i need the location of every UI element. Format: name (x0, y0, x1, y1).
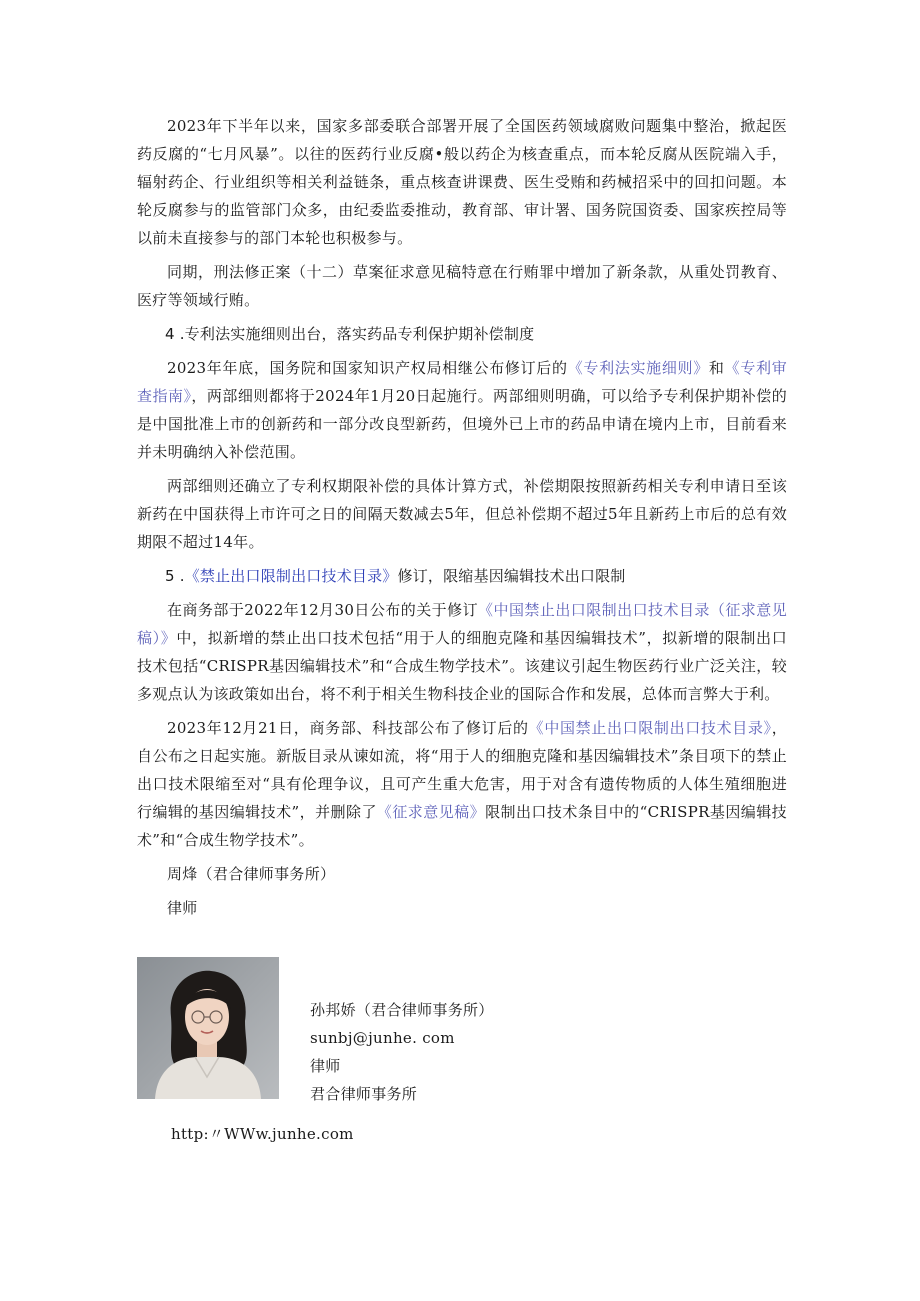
paragraph-export-draft: 在商务部于2022年12月30日公布的关于修订《中国禁止出口限制出口技术目录（征求意见稿）》中，拟新增的禁止出口技术包括“用于人的细胞克隆和基因编辑技术”，拟新增的限制出口技术包括“CRISPR基因编辑技术”和“合成生物学技术”。该建议引起生物医药行业广泛关注，较多观点认为该政策如出台，将不利于相关生物科技企业的国际合作和发展，总体而言弊大于利。 (137, 601, 787, 703)
heading-patent-law: 4 .专利法实施细则出台，落实药品专利保护期补偿制度 (165, 325, 535, 343)
author-sun-firm: 君合律师事务所 (310, 1085, 418, 1103)
author-zhou: 周烽（君合律师事务所） (167, 865, 336, 883)
footer-url[interactable]: http:〃WWw.junhe.com (171, 1125, 354, 1143)
author-zhou-title: 律师 (167, 899, 198, 917)
author-sun-title: 律师 (310, 1057, 341, 1075)
heading-export-control: 5 .《禁止出口限制出口技术目录》修订，限缩基因编辑技术出口限制 (165, 567, 626, 585)
link-patent-rules[interactable]: 《专利法实施细则》 (567, 359, 709, 377)
link-export-draft[interactable]: 《中国禁止出口限制出口技术目录（征求意见稿）》 (137, 601, 787, 647)
paragraph-patent-term: 两部细则还确立了专利权期限补偿的具体计算方式，补偿期限按照新药相关专利申请日至该新药在中国获得上市许可之日的间隔天数减去5年，但总补偿期不超过5年且新药上市后的总有效期限不超过14年。 (137, 477, 787, 551)
link-draft-opinion[interactable]: 《征求意见稿》 (376, 803, 486, 821)
author-sun-card (310, 996, 494, 1108)
link-patent-guide[interactable]: 《专利审查指南》 (137, 359, 788, 405)
article-body (137, 112, 787, 928)
portrait-image (137, 957, 279, 1099)
author-sun-name: 孙邦娇（君合律师事务所） (310, 1001, 494, 1019)
author-photo (137, 957, 279, 1099)
paragraph-patent-rules: 2023年年底，国务院和国家知识产权局相继公布修订后的《专利法实施细则》和《专利审查指南》，两部细则都将于2024年1月20日起施行。两部细则明确，可以给予专利保护期补偿的是中国批准上市的创新药和一部分改良型新药，但境外已上市的药品申请在境内上市，目前看来并未明确纳入补偿范围。 (137, 359, 788, 461)
link-export-catalog[interactable]: 《中国禁止出口限制出口技术目录》 (528, 719, 772, 737)
author-sun-email[interactable]: sunbj@junhe. com (310, 1029, 455, 1047)
link-export-catalog-heading[interactable]: 《禁止出口限制出口技术目录》 (184, 567, 398, 585)
paragraph-export-final: 2023年12月21日，商务部、科技部公布了修订后的《中国禁止出口限制出口技术目录》，自公布之日起实施。新版目录从谏如流，将“用于人的细胞克隆和基因编辑技术”条目项下的禁止出口技术限缩至对“具有伦理争议，且可产生重大危害，用于对含有遗传物质的人体生殖细胞进行编辑的基因编辑技术”，并删除了《征求意见稿》限制出口技术条目中的“CRISPR基因编辑技术”和“合成生物学技术”。 (137, 719, 787, 849)
paragraph-criminal-law: 同期，刑法修正案（十二）草案征求意见稿特意在行贿罪中增加了新条款，从重处罚教育、医疗等领域行贿。 (137, 263, 787, 309)
paragraph-anticorruption: 2023年下半年以来，国家多部委联合部署开展了全国医药领域腐败问题集中整治，掀起医药反腐的“七月风暴”。以往的医药行业反腐•般以药企为核查重点，而本轮反腐从医院端入手，辐射药企、行业组织等相关利益链条，重点核查讲课费、医生受贿和药械招采中的回扣问题。本轮反腐参与的监管部门众多，由纪委监委推动，教育部、审计署、国务院国资委、国家疾控局等以前未直接参与的部门本轮也积极参与。 (137, 117, 787, 247)
